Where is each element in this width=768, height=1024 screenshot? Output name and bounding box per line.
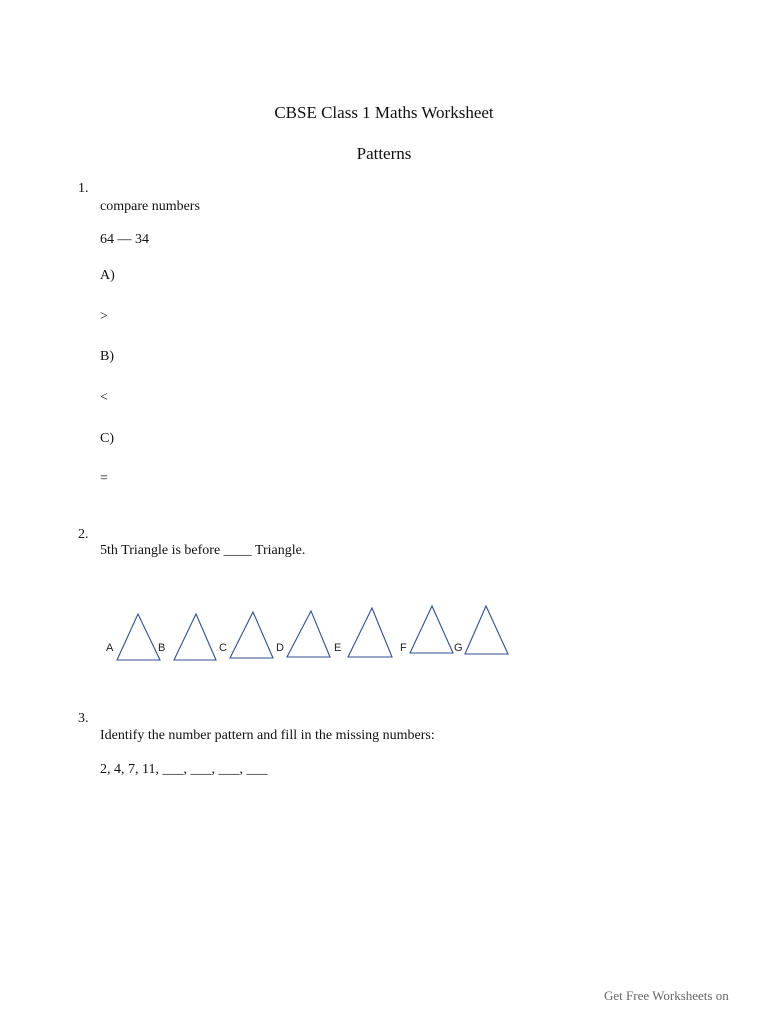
triangle-d (287, 611, 330, 657)
option-value-b: < (100, 390, 108, 405)
question-prompt: Identify the number pattern and fill in the missing numbers: (100, 728, 435, 743)
question-prompt: 5th Triangle is before ____ Triangle. (100, 543, 306, 558)
comparison-expression: 64 — 34 (100, 232, 149, 247)
triangle-a (117, 614, 160, 660)
page-title: CBSE Class 1 Maths Worksheet (274, 103, 494, 122)
question-number: 3. (78, 711, 89, 726)
triangle-label-c: C (219, 642, 227, 654)
triangle-g (465, 606, 508, 654)
option-value-c: = (100, 471, 108, 486)
question-prompt: compare numbers (100, 199, 200, 214)
option-label-c: C) (100, 431, 114, 446)
triangle-label-f: F (400, 642, 407, 654)
page-subtitle: Patterns (356, 144, 412, 163)
number-sequence: 2, 4, 7, 11, ___, ___, ___, ___ (100, 762, 268, 777)
triangle-e (348, 608, 392, 657)
triangle-f (410, 606, 453, 653)
triangle-label-d: D (276, 642, 284, 654)
question-number: 2. (78, 527, 89, 542)
footer-text: Get Free Worksheets on (604, 988, 729, 1003)
triangle-label-e: E (334, 642, 342, 654)
option-label-a: A) (100, 268, 115, 283)
triangle-sequence-figure (100, 600, 520, 666)
triangle-label-b: B (158, 642, 166, 654)
triangle-b (174, 614, 216, 660)
triangle-label-g: G (454, 642, 463, 654)
triangle-c (230, 612, 273, 658)
option-label-b: B) (100, 349, 114, 364)
question-number: 1. (78, 181, 89, 196)
option-value-a: > (100, 309, 108, 324)
triangle-label-a: A (106, 642, 114, 654)
